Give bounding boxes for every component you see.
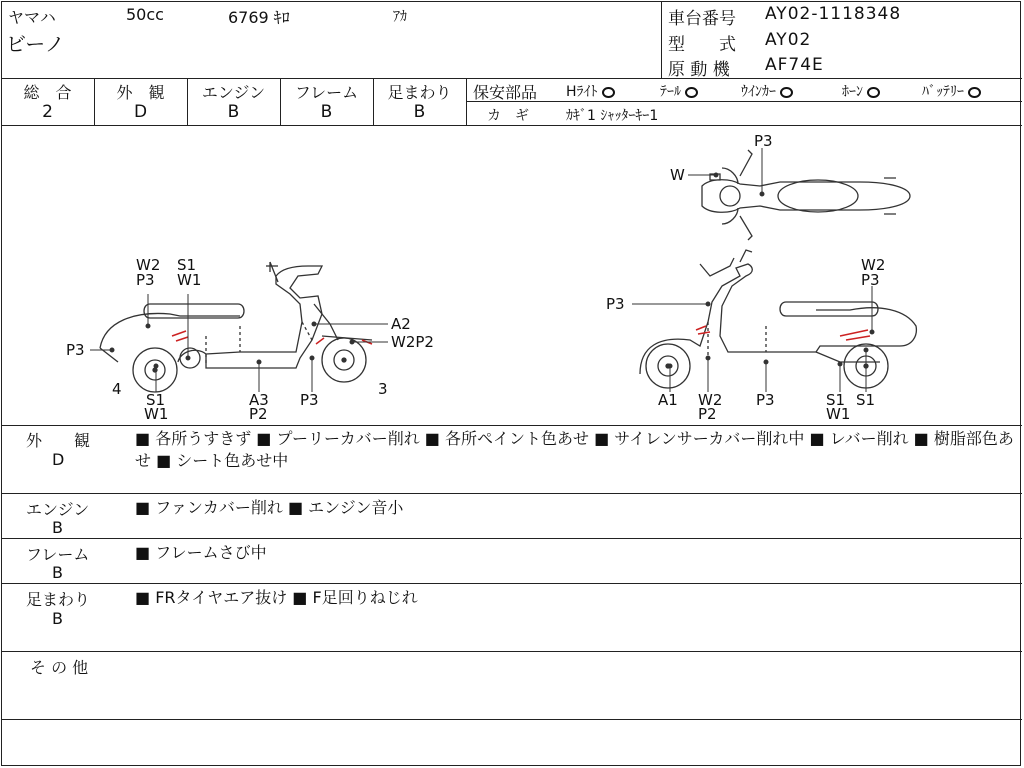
ok-circle-icon [968, 87, 981, 98]
engine-section-text: ■ ファンカバー削れ ■ エンジン音小 [135, 498, 404, 517]
ok-circle-icon [685, 87, 698, 98]
frame-section-grade: B [52, 563, 63, 582]
engine-model-value: AF74E [765, 55, 824, 75]
divider [1, 493, 1022, 494]
displacement: 50cc [126, 5, 164, 24]
suspension-section-text: ■ FRタイヤエア抜け ■ F足回りねじれ [135, 588, 418, 607]
overall-value: 2 [42, 102, 53, 122]
safety-item: ﾊﾞｯﾃﾘｰ [922, 81, 981, 101]
engine-section-grade: B [52, 518, 63, 537]
type-label: 型 式 [668, 35, 736, 55]
exterior-section-grade: D [52, 450, 65, 469]
exterior-value: D [133, 102, 148, 122]
label-p3: P3 [754, 132, 773, 150]
divider [466, 78, 467, 125]
divider [1, 583, 1022, 584]
safety-item: Hﾗｲﾄ [566, 81, 615, 101]
type-value: AY02 [765, 30, 812, 50]
label-p2: P2 [698, 405, 717, 423]
label-w: W [670, 166, 685, 184]
divider [1, 651, 1022, 652]
exterior-section-text: ■ 各所うすきず ■ プーリーカバー削れ ■ 各所ペイント色あせ ■ サイレンサーカバー削れ中 ■ レバー削れ ■ 樹脂部色あせ ■ シート色あせ中 [135, 429, 1014, 470]
maker: ヤマハ [8, 8, 56, 27]
label-w1: W1 [177, 271, 202, 289]
label-s1: S1 [177, 256, 197, 274]
engine-grade-value: B [227, 102, 240, 122]
safety-label: 保安部品 [473, 83, 538, 102]
divider [1, 719, 1022, 720]
label-num3: 3 [378, 380, 388, 398]
label-num4: 4 [112, 380, 122, 398]
mileage: 6769 ｷﾛ [228, 8, 290, 27]
divider [661, 1, 662, 78]
frame-section-text: ■ フレームさび中 [135, 543, 267, 562]
exterior-section-label: 外 観 [26, 431, 91, 450]
scooter-top-view [702, 150, 910, 240]
divider [467, 101, 1022, 102]
label-p2: P2 [249, 405, 268, 423]
engine-section-label: エンジン [26, 500, 90, 519]
ok-circle-icon [780, 87, 793, 98]
label-w2: W2 [698, 391, 723, 409]
frame-grade-label: フレーム [294, 83, 359, 102]
frame-section-label: フレーム [26, 545, 90, 564]
suspension-grade-value: B [413, 102, 426, 122]
frame-no-label: 車台番号 [668, 9, 736, 29]
divider [1, 78, 1022, 79]
color: ｱｶ [393, 9, 407, 25]
label-w2p2: W2P2 [391, 333, 434, 351]
divider [1, 538, 1022, 539]
safety-item: ﾃｰﾙ [660, 81, 698, 101]
label-s1: S1 [856, 391, 876, 409]
label-w1: W1 [826, 405, 851, 423]
model-name: ビーノ [6, 32, 65, 56]
leader-lines [90, 148, 874, 392]
frame-no: AY02-1118348 [765, 4, 902, 24]
engine-model-label: 原 動 機 [668, 60, 730, 80]
suspension-grade-label: 足まわり [387, 83, 452, 102]
suspension-section-grade: B [52, 609, 63, 628]
label-p3: P3 [606, 295, 625, 313]
safety-item: ﾎｰﾝ [842, 81, 880, 101]
scooter-diagram [0, 126, 1024, 426]
label-a2: A2 [391, 315, 411, 333]
suspension-section-label: 足まわり [26, 590, 91, 609]
label-p3: P3 [861, 271, 880, 289]
frame-grade-value: B [320, 102, 333, 122]
label-w2: W2 [136, 256, 161, 274]
label-p3: P3 [66, 341, 85, 359]
key-value: ｶｷﾞ1 ｼｬｯﾀｰｷｰ1 [566, 108, 659, 124]
overall-label: 総 合 [23, 83, 72, 102]
label-p3: P3 [300, 391, 319, 409]
label-w2: W2 [861, 256, 886, 274]
engine-grade-label: エンジン [201, 83, 266, 102]
exterior-label: 外 観 [116, 83, 165, 102]
other-section-label: そ の 他 [30, 658, 89, 677]
label-p3: P3 [756, 391, 775, 409]
ok-circle-icon [602, 87, 615, 98]
label-a1: A1 [658, 391, 678, 409]
label-a3: A3 [249, 391, 269, 409]
safety-item: ｳｲﾝｶｰ [741, 81, 793, 101]
label-p3: P3 [136, 271, 155, 289]
ok-circle-icon [867, 87, 880, 98]
label-s1: S1 [826, 391, 846, 409]
label-w1: W1 [144, 405, 169, 423]
label-s1: S1 [146, 391, 166, 409]
key-label: カ ギ [487, 108, 529, 124]
